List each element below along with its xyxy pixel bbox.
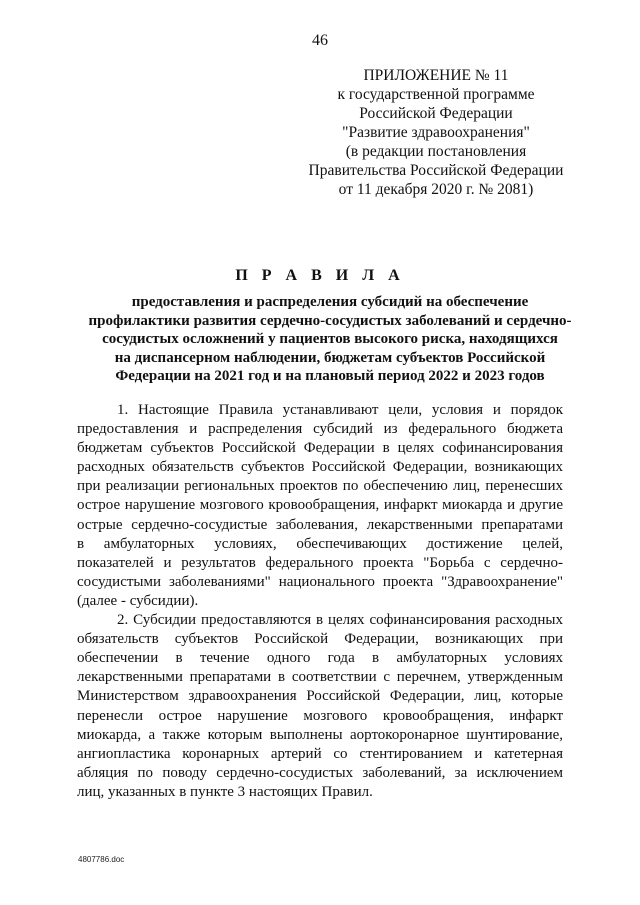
text-line: при реализации региональных проектов по обеспечению лиц, перенесших xyxy=(77,478,563,495)
appendix-header xyxy=(306,66,566,199)
text-line: 1. Настоящие Правила устанавливают цели, условия и порядок xyxy=(117,402,563,418)
appendix-line: (в редакции постановления xyxy=(345,143,527,160)
appendix-line: от 11 декабря 2020 г. № 2081) xyxy=(338,181,534,198)
text-line: перенесли острое нарушение мозгового кровообращения, инфаркт xyxy=(77,707,563,724)
subtitle-line: Федерации на 2021 год и на плановый период 2022 и 2023 годов xyxy=(115,368,545,384)
page-number: 46 xyxy=(312,32,328,49)
paragraph-2 xyxy=(77,611,563,802)
appendix-line: Российской Федерации xyxy=(359,105,513,122)
text-line: миокарда, а также которым выполнены аортокоронарное шунтирование, xyxy=(77,726,563,743)
text-line: предоставления и распределения субсидий из федерального бюджета xyxy=(77,421,563,438)
appendix-title: ПРИЛОЖЕНИЕ № 11 xyxy=(363,67,509,84)
text-line: расходных обязательств субъектов Российской Федерации, возникающих xyxy=(77,459,563,476)
subtitle-line: сосудистых осложнений у пациентов высокого риска, находящихся xyxy=(102,331,558,347)
text-line: лиц, указанных в пункте 3 настоящих Правил. xyxy=(77,783,373,800)
rules-subtitle xyxy=(60,293,600,386)
document-id: 4807786.doc xyxy=(78,855,125,864)
rules-title: П Р А В И Л А xyxy=(235,267,405,284)
text-line: обязательств субъектов Российской Федерации, возникающих при xyxy=(77,631,563,648)
subtitle-line: предоставления и распределения субсидий на обеспечение xyxy=(131,294,529,310)
body-text xyxy=(77,401,563,802)
text-line: лекарственными препаратами в соответствии с перечнем, утвержденным xyxy=(77,669,563,686)
text-line: абляция по поводу сердечно-сосудистых заболеваний, за исключением xyxy=(77,764,563,781)
paragraph-1 xyxy=(77,401,563,611)
text-line: показателей и результатов федерального проекта "Борьба с сердечно- xyxy=(77,554,563,571)
text-line: острые сердечно-сосудистые заболевания, лекарственными препаратами xyxy=(77,516,563,533)
subtitle-line: на диспансерном наблюдении, бюджетам субъектов Российской xyxy=(114,349,546,366)
text-line: сосудистыми заболеваниями" национального проекта "Здравоохранение" xyxy=(77,573,563,590)
text-line: 2. Субсидии предоставляются в целях софинансирования расходных xyxy=(117,612,563,629)
text-line: (далее - субсидии). xyxy=(77,592,199,609)
appendix-line: Правительства Российской Федерации xyxy=(308,162,564,179)
appendix-line: к государственной программе xyxy=(337,86,535,103)
subtitle-line: профилактики развития сердечно-сосудистых заболеваний и сердечно- xyxy=(88,312,572,329)
text-line: Министерством здравоохранения Российской Федерации, лиц, которые xyxy=(77,688,563,705)
text-line: в амбулаторных условиях, обеспечивающих достижение целей, xyxy=(77,535,563,552)
text-line: острое нарушение мозгового кровообращения, инфаркт миокарда и другие xyxy=(77,497,563,514)
text-line: бюджетам субъектов Российской Федерации в целях софинансирования xyxy=(77,440,563,457)
text-line: ангиопластика коронарных артерий со стентированием и катетерная xyxy=(77,745,563,762)
text-line: обеспечении в течение одного года в амбулаторных условиях xyxy=(77,650,563,667)
appendix-line: "Развитие здравоохранения" xyxy=(342,124,530,141)
